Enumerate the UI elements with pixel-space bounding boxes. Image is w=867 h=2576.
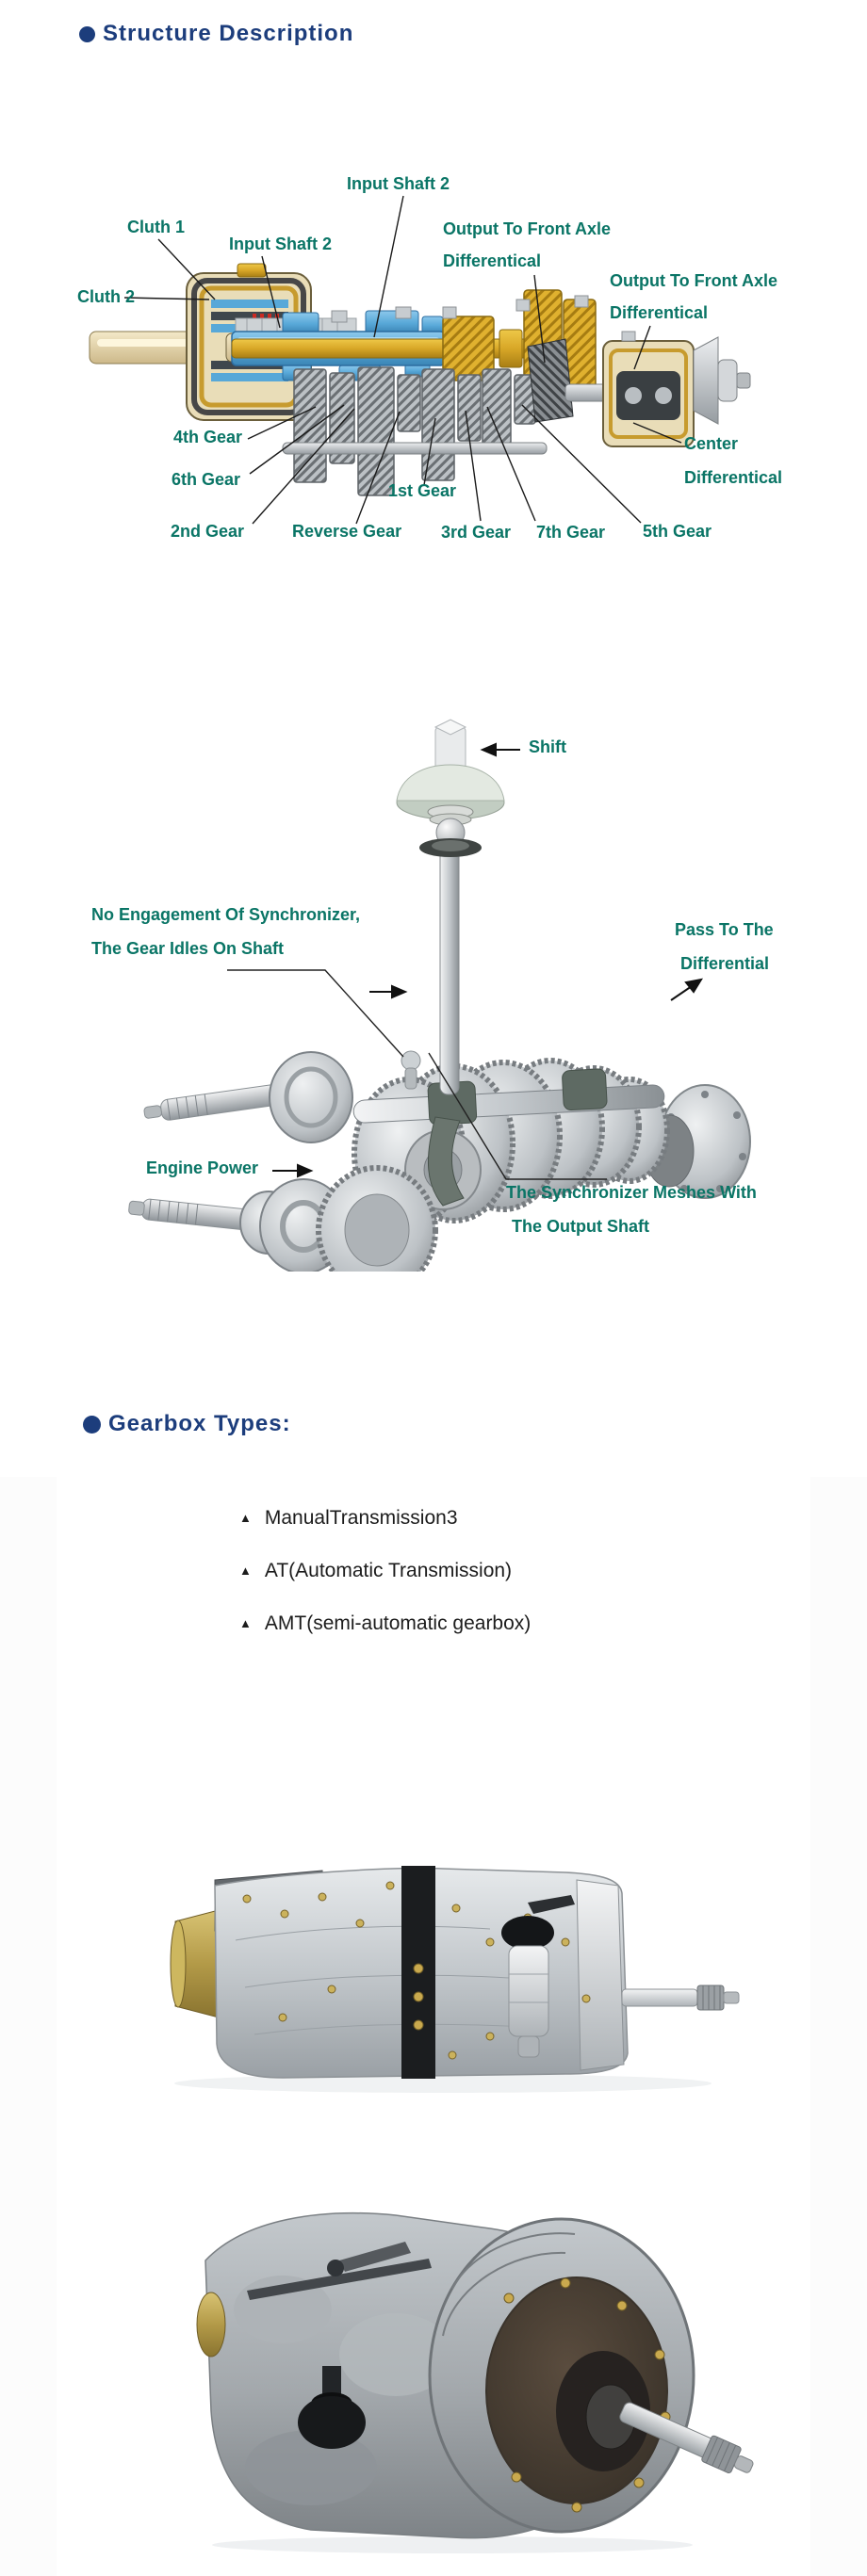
callout-no-engagement-line2: The Gear Idles On Shaft bbox=[91, 939, 285, 958]
gearbox-types-header bbox=[83, 1411, 291, 1437]
callout-output-front-axle-2-line2: Differentical bbox=[610, 303, 709, 322]
gearbox-photo-2 bbox=[0, 2195, 867, 2562]
list-item-label: AT(Automatic Transmission) bbox=[264, 1560, 513, 1581]
callout-1st-gear: 1st Gear bbox=[388, 481, 457, 500]
callout-6th-gear: 6th Gear bbox=[172, 470, 241, 489]
callout-pass-line1: Pass To The bbox=[675, 920, 774, 939]
callout-2nd-gear: 2nd Gear bbox=[171, 522, 245, 541]
callout-shift: Shift bbox=[529, 737, 566, 756]
callout-engine-power: Engine Power bbox=[146, 1158, 259, 1177]
callout-7th-gear: 7th Gear bbox=[536, 523, 606, 542]
list-item-label: AMT(semi-automatic gearbox) bbox=[264, 1612, 532, 1634]
callout-3rd-gear: 3rd Gear bbox=[441, 523, 512, 542]
callout-output-front-axle-1-line2: Differentical bbox=[443, 251, 542, 270]
callout-input-shaft-2-mid: Input Shaft 2 bbox=[229, 235, 332, 253]
callout-cluth-2: Cluth 2 bbox=[77, 287, 135, 306]
callout-cluth-1: Cluth 1 bbox=[127, 218, 185, 236]
section-title: Gearbox Types: bbox=[108, 1411, 291, 1436]
callout-output-front-axle-2-line1: Output To Front Axle bbox=[610, 271, 777, 290]
callout-center-diff-line1: Center bbox=[684, 434, 739, 453]
callout-5th-gear: 5th Gear bbox=[643, 522, 712, 541]
callout-sync-line2: The Output Shaft bbox=[512, 1217, 649, 1236]
list-item bbox=[239, 1507, 458, 1529]
callout-pass-line2: Differential bbox=[680, 954, 770, 973]
callout-input-shaft-2-top: Input Shaft 2 bbox=[347, 174, 450, 193]
triangle-bullet-icon: ▲ bbox=[239, 1563, 252, 1579]
callout-sync-line1: The Synchronizer Meshes With bbox=[506, 1183, 757, 1202]
structure-description-header bbox=[79, 21, 353, 47]
triangle-bullet-icon: ▲ bbox=[239, 1511, 252, 1526]
callout-4th-gear: 4th Gear bbox=[173, 428, 243, 446]
callout-output-front-axle-1-line1: Output To Front Axle bbox=[443, 219, 611, 238]
callout-center-diff-line2: Differentical bbox=[684, 468, 783, 487]
section-title: Structure Description bbox=[103, 21, 354, 46]
bullet-icon bbox=[83, 1416, 101, 1434]
list-item-label: ManualTransmission3 bbox=[264, 1507, 458, 1529]
list-item bbox=[239, 1612, 531, 1634]
gearbox-photo-1 bbox=[0, 1846, 867, 2100]
callout-no-engagement-line1: No Engagement Of Synchronizer, bbox=[91, 905, 361, 924]
bullet-icon bbox=[79, 26, 95, 42]
list-item bbox=[239, 1560, 512, 1581]
callout-reverse-gear: Reverse Gear bbox=[292, 522, 402, 541]
triangle-bullet-icon: ▲ bbox=[239, 1616, 252, 1631]
